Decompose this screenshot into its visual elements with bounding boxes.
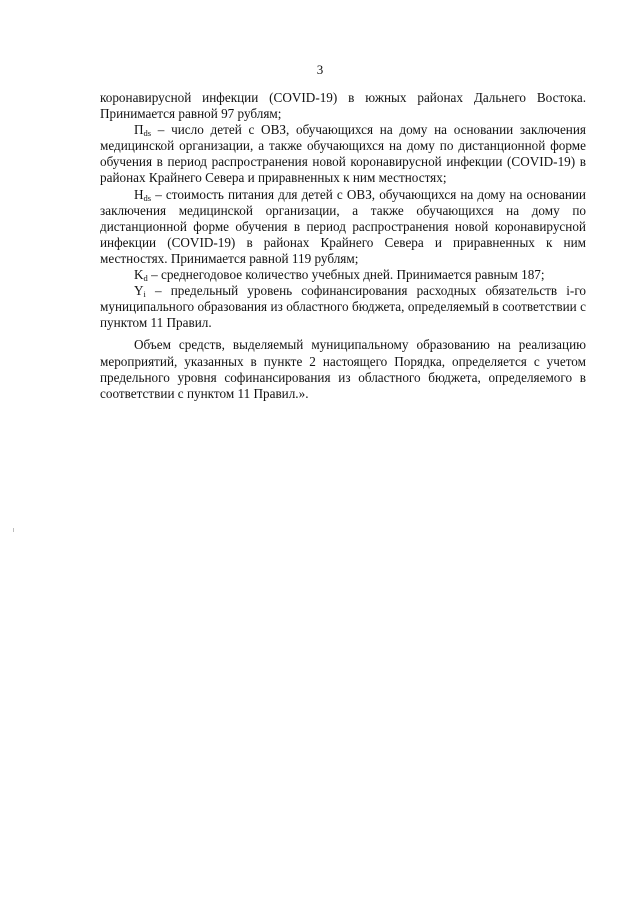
symbol-subscript: i (143, 289, 146, 300)
symbol-subscript: ds (143, 192, 152, 203)
page-number: 3 (316, 62, 324, 77)
paragraph-yi-definition (100, 283, 586, 331)
definition-text: – число детей с ОВЗ, обучающихся на дому на основании заключения медицинской организации, а также обучающихся на дому по дистанционной форме обучения в период распространения новой коронавирусной инфекции (COVID-19) в районах Крайнего Севера и приравненных к ним местностях; (100, 122, 586, 186)
definition-text: – среднегодовое количество учебных дней. Принимается равным 187; (147, 267, 545, 283)
symbol-subscript: ds (143, 128, 152, 139)
scan-margin-mark (13, 528, 14, 532)
paragraph-nds-definition (100, 187, 586, 267)
symbol-subscript: d (143, 273, 148, 284)
symbol-p: П (134, 122, 144, 138)
symbol-y: Y (134, 283, 144, 299)
paragraph-funding-volume: Объем средств, выделяемый муниципальному образованию на реализацию мероприятий, указанных в пункте 2 настоящего Порядка, определяется с учетом предельного уровня софинансирования из областного бюджета, определяемого в соответствии с пунктом 11 Правил.». (100, 337, 586, 401)
paragraph-continuation: коронавирусной инфекции (COVID-19) в южных районах Дальнего Востока. Принимается равной 97 рублям; (100, 90, 586, 122)
paragraph-pds-definition (100, 122, 586, 186)
symbol-k: K (134, 267, 144, 283)
definition-text: – стоимость питания для детей с ОВЗ, обучающихся на дому на основании заключения медицинской организации, а также обучающихся на дому по дистанционной форме обучения в период распространения новой коронавирусной инфекции (COVID-19) в районах Крайнего Севера и приравненных к ним местностях. Принимается равной 119 рублям; (100, 186, 586, 266)
definition-text: – предельный уровень софинансирования расходных обязательств i-го муниципального образования из областного бюджета, определяемый в соответствии с пунктом 11 Правил. (100, 283, 586, 331)
document-body (100, 90, 586, 402)
symbol-n: Н (134, 186, 144, 202)
paragraph-kd-definition (100, 267, 586, 283)
